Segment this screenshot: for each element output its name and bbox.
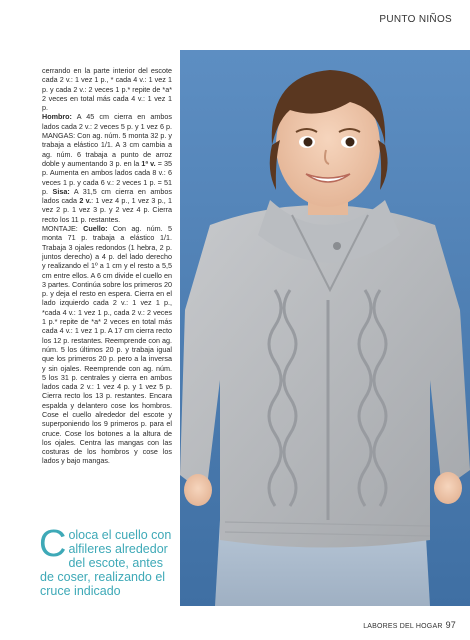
sisa-label: Sisa: bbox=[52, 186, 70, 196]
cuello-label: Cuello: bbox=[83, 224, 108, 234]
pattern-instructions bbox=[42, 66, 172, 466]
drop-cap: C bbox=[39, 523, 67, 565]
pull-quote-text: oloca el cuello con alfileres alrededor del escote, antes de coser, realizando el cruce indicado bbox=[40, 528, 172, 598]
instructions-paragraph bbox=[42, 66, 172, 112]
hombro-label: Hombro: bbox=[42, 112, 72, 122]
photo-illustration bbox=[180, 50, 470, 606]
instructions-paragraph bbox=[42, 112, 172, 224]
sisa-text: A 31,5 cm cierra en ambos lados cada bbox=[42, 186, 172, 206]
montaje-prefix: MONTAJE: bbox=[42, 224, 84, 234]
rows-label: 2 v. bbox=[79, 196, 92, 206]
page-footer bbox=[363, 620, 456, 630]
first-row-text: = 35 p. Aumenta en ambos lados cada 8 v.: 6 veces 1 p. y cada 6 v.: 2 veces 1 p. = 51 p. bbox=[42, 158, 173, 196]
hombro-text: A 45 cm cierra en ambos lados cada 2 v.: 2 veces 5 p. y 1 vez 6 p. MANGAS: Con ag. núm. 5 monta 32 p. y trabaja a elástico 1/1. A 3 cm cambia a ag. núm. 6 trabaja a punto de arroz doble y aumentando 3 p. en la bbox=[42, 112, 172, 168]
escote-text: cerrando en la parte interior del escote cada 2 v.: 1 vez 1 p., * cada 4 v.: 1 vez 1 p. y cada 2 v.: 2 veces 1 p.* repite de *a* 2 veces en total más cada 4 v.: 1 vez 1 p. bbox=[42, 66, 172, 113]
instructions-paragraph bbox=[42, 224, 172, 466]
first-row-label: 1ª v. bbox=[141, 158, 156, 168]
child-sweater-photo bbox=[180, 50, 470, 606]
page-number: 97 bbox=[445, 620, 456, 630]
rows-text: : 1 vez 4 p., 1 vez 3 p., 1 vez 2 p. 1 vez 3 p. y 2 vez 4 p. Cierra recto los 11 p. restantes. bbox=[42, 196, 172, 224]
cuello-text: Con ag. núm. 5 monta 71 p. trabaja a elástico 1/1. Trabaja 3 ojales redondos (1 hebra, 2 p. juntos derecho) a 4 p. del lado derecho y realizando el 1º a 1 cm y el resto a 5,5 cm entre ellos. A 6 cm divide el cuello en 3 partes. Continúa sobre los primeros 20 p. y deja el resto en espera. Cierra en el lado izquierdo cada 2 v.: 1 vez 1 p., *cada 4 v.: 1 vez 1 p., cada 2 v.: 2 veces 1 p.* repite de *a* 2 veces en total más cada 4 v.: 1 vez 1 p. A 17 cm cierra recto los 12 p. restantes. Reemprende con ag. núm. 5 los últimos 20 p. y trabaja igual que los primeros 20 p. pero a la inversa y sin ojales. Reemprende con ag. núm. 5 los 31 p. centrales y cierra en ambos lados cada 2 v.: 1 vez 4 p. y 1 vez 5 p. Cierra recto los 13 p. restantes. Encara espalda y delantero cose los hombros. Cose el cuello alrededor del escote y superponiendo los 9 primeros p. para el cruce. Cose los botones a la altura de los ojales. Centra las mangas con las costuras de los hombros y cose los lados y bajo mangas. bbox=[42, 224, 172, 466]
magazine-name: LABORES DEL HOGAR bbox=[363, 623, 443, 630]
pull-quote bbox=[39, 523, 178, 598]
section-header: PUNTO NIÑOS bbox=[379, 14, 452, 25]
